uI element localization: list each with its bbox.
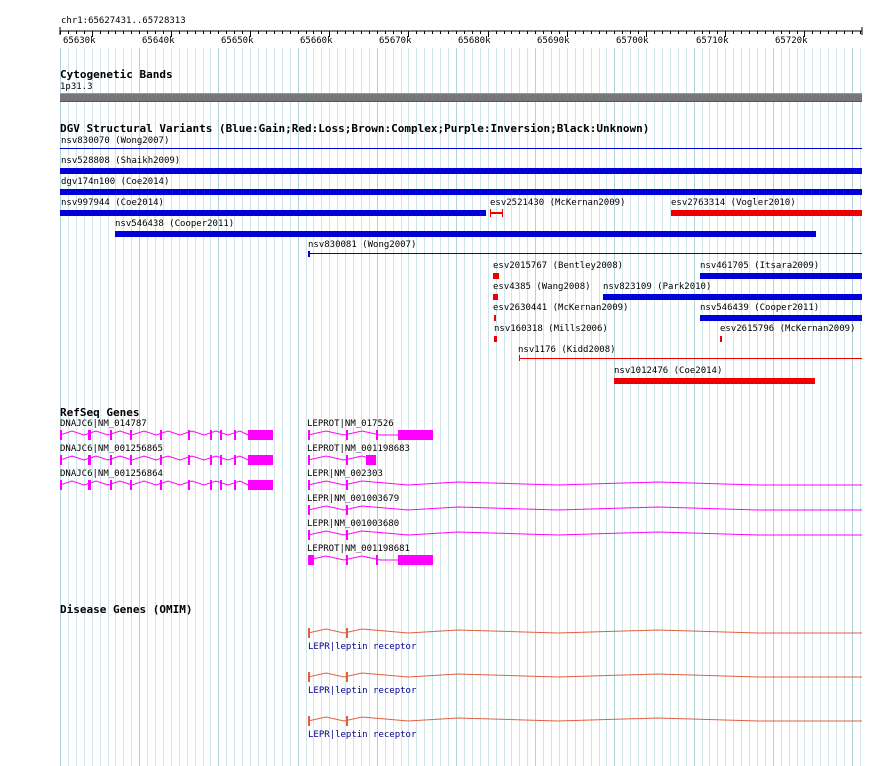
- ruler-axis: [0, 0, 890, 50]
- gene-model-dnajc6[interactable]: [60, 478, 275, 492]
- omim-gene-label[interactable]: LEPR|leptin receptor: [308, 730, 417, 740]
- gene-label: LEPR|NM_001003679: [307, 494, 400, 504]
- ruler-tick-label: 65630k: [63, 36, 96, 46]
- omim-gene-model-lepr[interactable]: [308, 714, 862, 728]
- variant-bar-cap: [502, 209, 503, 217]
- variant-label: nsv830081 (Wong2007): [308, 240, 417, 250]
- variant-label: nsv528808 (Shaikh2009): [61, 156, 181, 166]
- variant-label: esv2521430 (McKernan2009): [490, 198, 626, 208]
- ruler-tick-label: 65710k: [696, 36, 729, 46]
- chromosome-position-label: chr1:65627431..65728313: [61, 16, 186, 26]
- ruler-tick-label: 65670k: [379, 36, 412, 46]
- ruler-tick-label: 65640k: [142, 36, 175, 46]
- variant-bar-loss[interactable]: [494, 315, 496, 321]
- gene-label: LEPROT|NM_001198683: [307, 444, 410, 454]
- omim-track-title[interactable]: Disease Genes (OMIM): [60, 603, 193, 616]
- omim-gene-label[interactable]: LEPR|leptin receptor: [308, 642, 417, 652]
- variant-bar-loss[interactable]: [614, 378, 815, 384]
- cytoband-label: 1p31.3: [60, 82, 93, 92]
- variant-label: nsv830070 (Wong2007): [61, 136, 170, 146]
- variant-label: esv4385 (Wang2008): [493, 282, 591, 292]
- gene-label: LEPR|NM_001003680: [307, 519, 400, 529]
- gene-model-lepr[interactable]: [308, 478, 862, 492]
- gene-model-lepr[interactable]: [308, 503, 862, 517]
- gene-model-leprot[interactable]: [308, 453, 388, 467]
- variant-label: nsv1012476 (Coe2014): [614, 366, 723, 376]
- variant-bar-loss[interactable]: [493, 273, 499, 279]
- ruler-tick-label: 65690k: [537, 36, 570, 46]
- variant-label: nsv160318 (Mills2006): [494, 324, 608, 334]
- variant-bar-loss[interactable]: [493, 294, 498, 300]
- variant-bar-gain[interactable]: [603, 294, 862, 300]
- variant-bar-cap: [519, 355, 520, 361]
- cytoband-bar[interactable]: [60, 93, 862, 102]
- variant-bar-cap: [308, 251, 310, 257]
- variant-label: nsv997944 (Coe2014): [61, 198, 164, 208]
- gene-label: DNAJC6|NM_001256864: [60, 469, 163, 479]
- variant-bar-gain[interactable]: [60, 210, 486, 216]
- variant-label: esv2630441 (McKernan2009): [493, 303, 629, 313]
- gene-label: LEPROT|NM_017526: [307, 419, 394, 429]
- gene-model-lepr[interactable]: [308, 528, 862, 542]
- variant-bar-gain[interactable]: [115, 231, 816, 237]
- gene-model-dnajc6[interactable]: [60, 453, 275, 467]
- variant-label: esv2015767 (Bentley2008): [493, 261, 624, 271]
- ruler-tick-label: 65720k: [775, 36, 808, 46]
- variant-bar-gain[interactable]: [60, 168, 862, 174]
- variant-bar-gain[interactable]: [308, 253, 862, 254]
- variant-bar-gain[interactable]: [700, 273, 862, 279]
- variant-label: nsv823109 (Park2010): [603, 282, 712, 292]
- variant-bar-loss[interactable]: [671, 210, 862, 216]
- variant-label: nsv546439 (Cooper2011): [700, 303, 820, 313]
- omim-gene-label[interactable]: LEPR|leptin receptor: [308, 686, 417, 696]
- dgv-track-title[interactable]: DGV Structural Variants (Blue:Gain;Red:Loss;Brown:Complex;Purple:Inversion;Black:Unknown): [60, 122, 650, 135]
- cytoband-track-title[interactable]: Cytogenetic Bands: [60, 68, 173, 81]
- gene-label: LEPR|NM_002303: [307, 469, 383, 479]
- variant-label: esv2615796 (McKernan2009): [720, 324, 856, 334]
- variant-bar-loss[interactable]: [494, 336, 497, 342]
- ruler-tick-label: 65650k: [221, 36, 254, 46]
- gene-model-leprot[interactable]: [308, 428, 438, 442]
- gene-label: DNAJC6|NM_014787: [60, 419, 147, 429]
- gene-label: DNAJC6|NM_001256865: [60, 444, 163, 454]
- ruler-tick-label: 65680k: [458, 36, 491, 46]
- gene-label: LEPROT|NM_001198681: [307, 544, 410, 554]
- ruler-tick-label: 65660k: [300, 36, 333, 46]
- variant-bar-gain[interactable]: [60, 189, 862, 195]
- variant-label: nsv546438 (Cooper2011): [115, 219, 235, 229]
- omim-gene-model-lepr[interactable]: [308, 670, 862, 684]
- variant-bar-cap: [490, 209, 491, 217]
- ruler-tick-label: 65700k: [616, 36, 649, 46]
- gene-model-leprot[interactable]: [308, 553, 438, 567]
- variant-label: esv2763314 (Vogler2010): [671, 198, 796, 208]
- variant-bar-loss[interactable]: [519, 358, 862, 359]
- variant-bar-gain[interactable]: [700, 315, 862, 321]
- variant-bar-loss[interactable]: [720, 336, 722, 342]
- variant-label: dgv174n100 (Coe2014): [61, 177, 170, 187]
- refseq-track-title[interactable]: RefSeq Genes: [60, 406, 140, 419]
- variant-label: nsv1176 (Kidd2008): [518, 345, 616, 355]
- variant-label: nsv461705 (Itsara2009): [700, 261, 820, 271]
- variant-bar-gain[interactable]: [60, 148, 862, 149]
- omim-gene-model-lepr[interactable]: [308, 626, 862, 640]
- gene-model-dnajc6[interactable]: [60, 428, 275, 442]
